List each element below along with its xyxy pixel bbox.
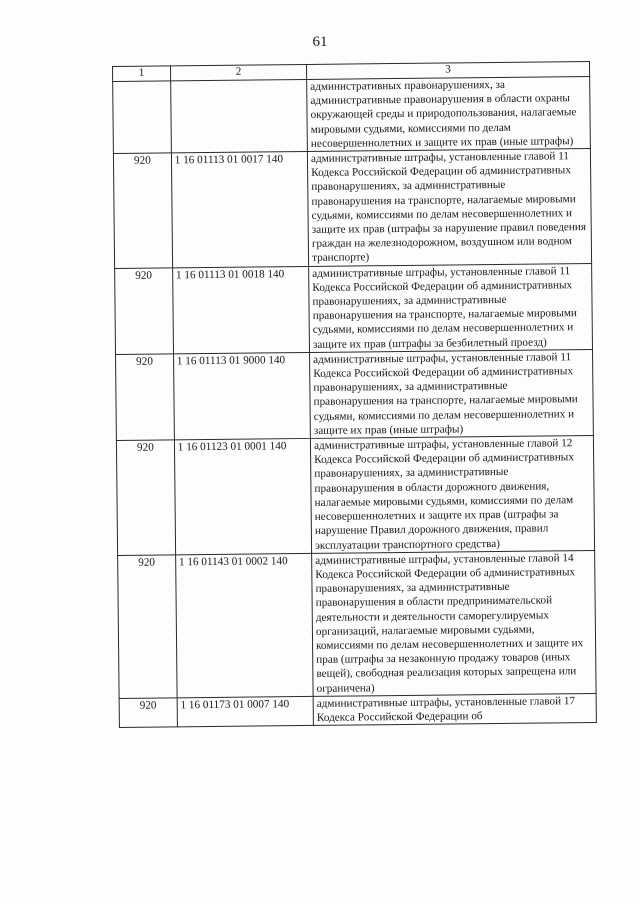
description-cell: административные штрафы, установленные главой 17 Кодекса Российской Федерации об (313, 693, 596, 725)
table-row (113, 149, 591, 269)
admin-code-cell: 920 (115, 268, 174, 355)
admin-code-cell: 920 (113, 153, 172, 268)
description-cell: административные штрафы, установленные главой 11 Кодекса Российской Федерации об административных правонарушениях, за административные правонарушения на транспорте, налагаемые мировыми судьями, комиссиями по делам несовершеннолетних и защите их прав (штрафы за нарушение правил поведения граждан на железнодорожном, воздушном или водном транспорте) (307, 149, 591, 267)
description-cell: административные штрафы, установленные главой 11 Кодекса Российской Федерации об административных правонарушениях, за административные правонарушения на транспорте, налагаемые мировыми судьями, комиссиями по делам несовершеннолетних и защите их прав (штрафы за безбилетный проезд) (309, 263, 593, 352)
table-row (119, 693, 596, 727)
kbk-code-cell: 1 16 01113 01 0018 140 (172, 266, 309, 354)
description-cell: административных правонарушениях, за административные правонарушения в области охраны окружающей среды и природопользования, налагаемые мировыми судьями, комиссиями по делам несовершеннолетних и защите их прав (иные штрафы) (307, 76, 591, 151)
page-number: 61 (312, 34, 328, 50)
admin-code-cell: 920 (116, 440, 175, 555)
admin-code-cell (113, 81, 172, 154)
header-col-3: 3 (307, 61, 590, 79)
table-row (113, 76, 591, 153)
description-cell: административные штрафы, установленные главой 14 Кодекса Российской Федерации об административных правонарушениях, за административные правонарушения в области предпринимательской деятельности и деятельности саморегулируемых организаций, налагаемые мировыми судьями, комиссиями по делам несовершеннолетних и защите их прав (штрафы за незаконную продажу товаров (иных вещей), свободная реализация которых запрещена или ограничена) (312, 550, 596, 696)
table-row (115, 263, 593, 354)
admin-code-cell: 920 (116, 354, 175, 441)
kbk-code-cell: 1 16 01123 01 0001 140 (174, 439, 311, 555)
description-cell: административные штрафы, установленные главой 12 Кодекса Российской Федерации об административных правонарушениях, за административные правонарушения в области дорожного движения, налагаемые мировыми судьями, комиссиями по делам несовершеннолетних и защите их прав (штрафы за нарушение Правил дорожного движения, правил эксплуатации транспортного средства) (310, 436, 594, 554)
header-col-1: 1 (113, 66, 171, 82)
table-row (116, 436, 594, 556)
kbk-code-cell: 1 16 01173 01 0007 140 (177, 696, 314, 727)
kbk-code-cell: 1 16 01113 01 0017 140 (171, 151, 308, 267)
admin-code-cell: 920 (119, 698, 177, 728)
description-cell: административные штрафы, установленные главой 11 Кодекса Российской Федерации об административных правонарушениях, за административные правонарушения на транспорте, налагаемые мировыми судьями, комиссиями по делам несовершеннолетних и защите их прав (иные штрафы) (310, 349, 594, 438)
kbk-code-cell: 1 16 01113 01 9000 140 (173, 352, 310, 440)
kbk-code-cell (170, 79, 307, 152)
header-col-2: 2 (170, 64, 306, 80)
admin-code-cell: 920 (118, 555, 177, 699)
revenue-codes-table (112, 61, 597, 728)
kbk-code-cell: 1 16 01143 01 0002 140 (175, 553, 313, 697)
table-row (116, 349, 594, 440)
table-row (118, 550, 596, 698)
